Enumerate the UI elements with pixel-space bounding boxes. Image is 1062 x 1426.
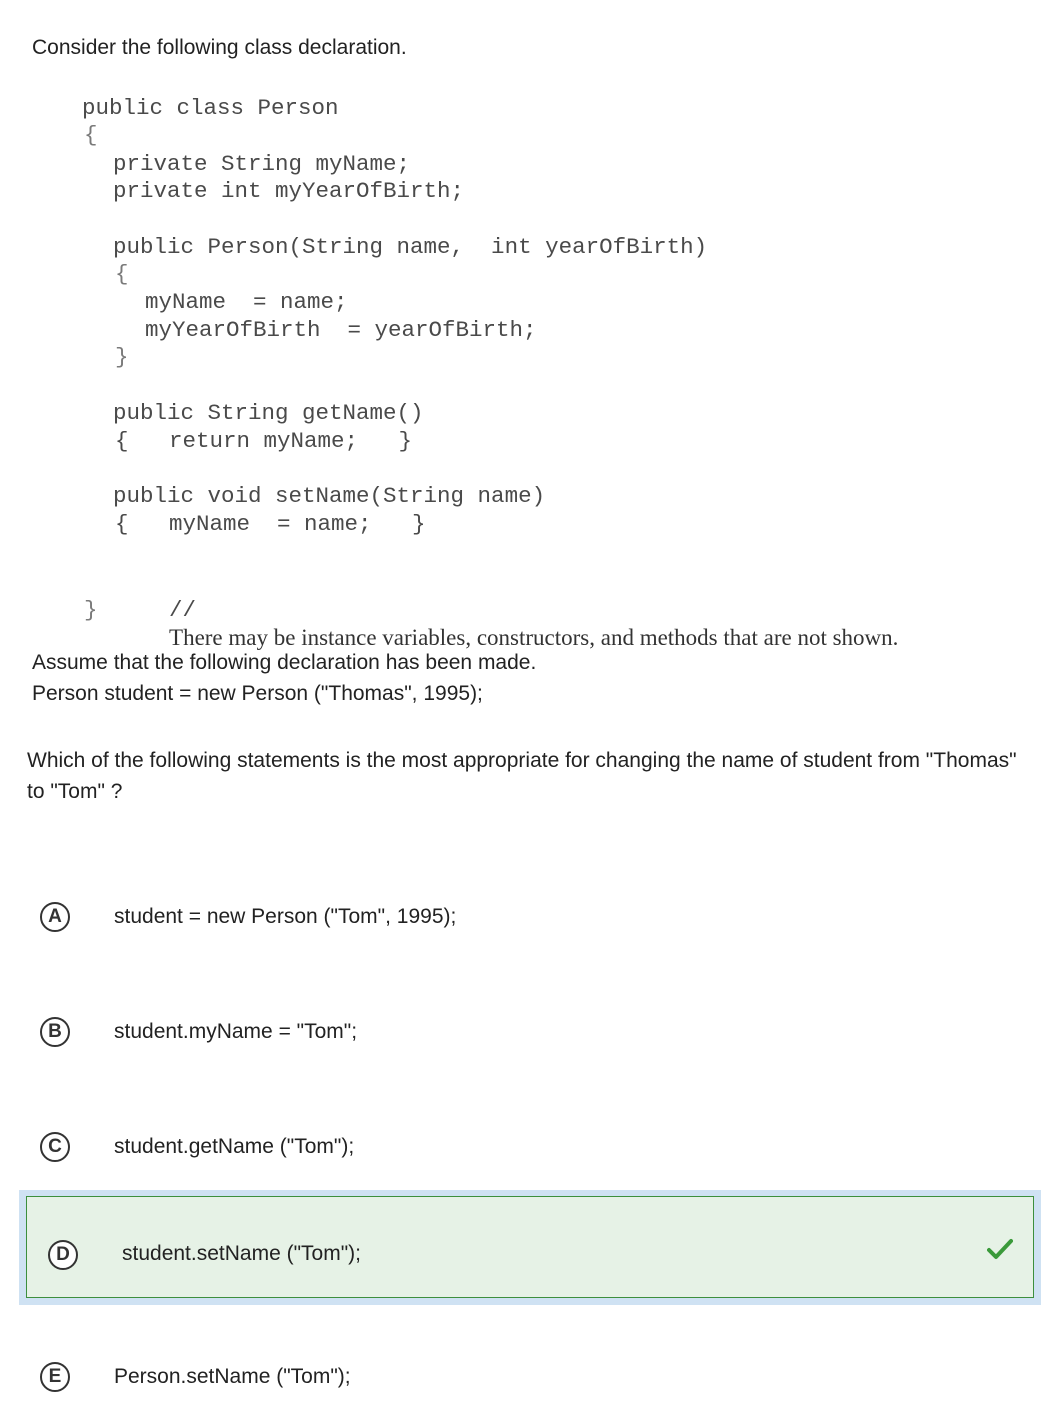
- assumption-line-2: Person student = new Person ("Thomas", 1995);: [32, 682, 483, 705]
- option-letter-e: E: [40, 1362, 70, 1392]
- checkmark-icon: [987, 1237, 1013, 1261]
- code-line: }: [84, 597, 98, 623]
- assumption-text: [32, 647, 536, 709]
- option-letter-a: A: [40, 902, 70, 932]
- option-d-highlight: [26, 1196, 1034, 1298]
- question-text: Which of the following statements is the most appropriate for changing the name of student from "Thomas" to "Tom" ?: [27, 749, 1017, 803]
- code-line: public String getName(): [113, 400, 424, 426]
- question-intro: Consider the following class declaration.: [32, 36, 407, 59]
- option-d-correct[interactable]: [19, 1190, 1041, 1305]
- option-letter-d: D: [48, 1240, 78, 1270]
- code-line: public void setName(String name): [113, 483, 546, 509]
- option-a[interactable]: [0, 866, 1062, 966]
- code-line: public Person(String name, int yearOfBirth): [113, 234, 708, 260]
- code-line: public class Person: [82, 95, 339, 121]
- option-text-e: Person.setName ("Tom");: [114, 1365, 351, 1388]
- comment-slashes: //: [169, 597, 197, 623]
- code-line: private String myName;: [113, 151, 411, 177]
- option-letter-b: B: [40, 1017, 70, 1047]
- code-line: { myName = name; }: [115, 511, 426, 537]
- option-c[interactable]: [0, 1096, 1062, 1196]
- code-line: {: [84, 122, 98, 148]
- option-b[interactable]: [0, 981, 1062, 1081]
- option-text-c: student.getName ("Tom");: [114, 1135, 355, 1158]
- code-line: myYearOfBirth = yearOfBirth;: [145, 317, 537, 343]
- option-text-a: student = new Person ("Tom", 1995);: [114, 905, 457, 928]
- comment-text: There may be instance variables, constructors, and methods that are not shown.: [169, 625, 899, 650]
- assumption-line-1: Assume that the following declaration has been made.: [32, 651, 537, 674]
- code-line: { return myName; }: [115, 428, 413, 454]
- code-line: private int myYearOfBirth;: [113, 178, 465, 204]
- option-letter-c: C: [40, 1132, 70, 1162]
- code-line: myName = name;: [145, 289, 348, 315]
- code-line: }: [115, 344, 129, 370]
- option-text-b: student.myName = "Tom";: [114, 1020, 358, 1043]
- option-text-d: student.setName ("Tom");: [122, 1242, 361, 1265]
- code-line: {: [115, 261, 129, 287]
- option-e[interactable]: [0, 1326, 1062, 1426]
- code-block: [0, 0, 1062, 650]
